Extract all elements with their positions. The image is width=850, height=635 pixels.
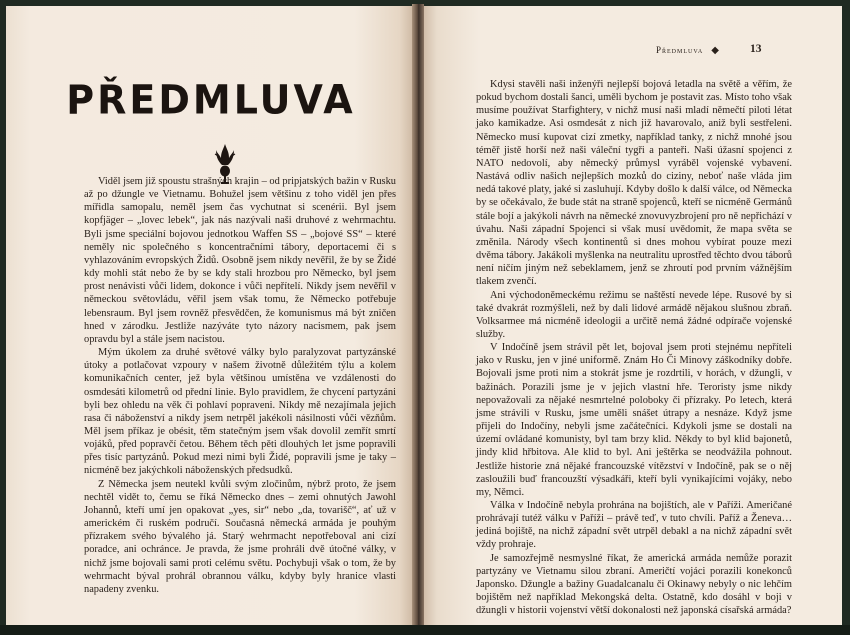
- paragraph: Mým úkolem za druhé světové války bylo paralyzovat partyzánské útoky a potlačovat vzpoury v našem životně důležitém týlu a kolem komunikačních center, jež byla většinou umístěna ve vzdálenosti do osmdesáti kilometrů od přední linie. Bylo pravidlem, že chycení partyzáni byli bez ohledu na věk či pohlaví popraveni. Nikdy mě nezajímala jejich rasa či náboženství a nikdy jsem netrpěl jakékoli násilnosti vůči vězňům. Měl jsem příkaz je obésit, těm statečným jsem však dovolil zemřít smrtí vojáků, před popravčí četou. Během těch pěti dlouhých let jsme popravili přes tisíc partyzánů. Pokud mezi nimi byli Židé, popravili jsme je taky – nicméně bez jakýchkoli náboženských předsudků.: [84, 347, 396, 477]
- background-strip: [0, 625, 850, 635]
- running-head: [656, 45, 728, 56]
- page-number: 13: [750, 43, 762, 55]
- book-spine: [412, 4, 424, 628]
- paragraph: Ani východoněmeckému režimu se naštěstí nevede lépe. Rusové by si také dvakrát rozmýšleli, než by dali lidové armádě nějakou slušnou zbraň. Volksarmee má nicméně ideologii a určitě nemá žádné odpírače vojenské služby.: [476, 289, 792, 340]
- diamond-icon: ◆: [711, 45, 720, 56]
- right-page: [420, 6, 842, 626]
- left-page: [6, 6, 416, 626]
- right-body-text: [476, 78, 792, 617]
- left-body-text: [84, 175, 396, 596]
- chapter-title: PŘEDMLUVA: [66, 76, 356, 124]
- paragraph: Je samozřejmě nesmyslné říkat, že americká armáda nemůže porazit partyzány ve Vietnamu silou zbraní. Američtí vojáci porazili konekonců Japonsko. Džungle a bažiny Guadalcanalu či Okinawy nebyly o nic lehčím bojištěm než například Mekongská delta. Ostatně, kdo dosáhl v boji v džungli v historii vojenství větší dokonalosti než japonská císařská armáda?: [476, 552, 792, 617]
- paragraph: Válka v Indočíně nebyla prohrána na bojištích, ale v Paříži. Američané prohrávají tutéž válku v Paříži – právě teď, v tuto chvíli. Paříž a Ženeva… jediná bojiště, na nichž západní svět utrpěl debakl a na nichž západní svět vždy prohraje.: [476, 500, 792, 551]
- running-head-text: Předmluva: [656, 45, 704, 55]
- paragraph: Viděl jsem již spoustu strašných krajin – od pripjatských bažin v Rusku až po džungle ve Vietnamu. Bohužel jsem většinu z toho viděl jen přes mířidla samopalu, neměl jsem čas vychutnat si scenérii. Byl jsem kopfjäger – „lovec lebek“, jak nás nazývali naši druhové z wehrmachtu. Byli jsme speciální bojovou jednotkou Waffen SS – „bojové SS“ – které neměly nic společného s koncentračními tábory, deportacemi či s vyhlazováním evropských Židů. Osobně jsem nikdy nevěřil, že by se Židé kdy mohli stát nebo že by se kdy stali hrozbou pro Německo, byl jsem prost nenávisti vůči lidem, dokonce i vůči nepřítelí. Nikdy jsem nevěřil v německou světovládu, věřil jsem však tomu, že Německo potřebuje lebensraum. Byl jsem rovněž přesvědčen, že komunismus má být zničen hned v zárodku. Jestliže nazýváte tyto názory nacismem, pak jsem opravdu byl a stále jsem nacistou.: [84, 176, 396, 345]
- paragraph: Z Německa jsem neutekl kvůli svým zločinům, nýbrž proto, že jsem nechtěl vidět to, čemu se říká Německo dnes – zemi ohnutých Jawohl Johannů, kteří umí jen opakovat „yes, sir“ nebo „da, tovarišč“, ať už v americkém či ruském područí. Současná německá armáda je pouhým přízrakem svého bývalého já. Starý wehrmacht nepotřeboval ani cizí poradce, ani ochránce. Je pravda, že jsme prohráli dvě útočné války, v nichž jsme bojovali sami proti celému světu. Pochybuji však o tom, že by wehrmacht býval prohrál obrannou válku, kdyby byly hranice vlasti napadeny zvenku.: [84, 478, 396, 595]
- paragraph: V Indočíně jsem strávil pět let, bojoval jsem proti stejnému nepříteli jako v Rusku, jen v jiné uniformě. Znám Ho Či Minovy záškodníky dobře. Bojovali jsme proti nim a stokrát jsme je rozdrtili, v horách, v džungli, v bažinách. Porazili jsme je v jejich vlastní hře. Teroristy jsme nikdy nepovažovali za nějaké nesmrtelné poloboky či přízraky. Po letech, která jsme strávili v Rusku, jsme uměli snášet útrapy a nesnáze. Když jsme přijeli do Indočíny, nebyli jsme začátečníci. Kdykoli jsme se dostali na území ovládané komunisty, byl tam brzy klid. Někdy to byl klid bajonetů, jindy klid hřbitova. Ale klid to byl. Ani ještěrka se neodvážila pohnout. Jestliže historie zná nějaké francouzské vítězství v Indočíně, pak se o něj zasloužili buď francouzští výsadkáři, kteří byli vynikajícími vojáky, nebo my, Němci.: [476, 342, 792, 498]
- paragraph: Kdysi stavěli naši inženýři nejlepší bojová letadla na světě a věřím, že pokud bychom dostali šanci, uměli bychom je postavit zas. Místo toho však musíme používat Starfightery, v nichž musí naši mladí němečtí piloti létat jako kamikadze. Asi osmdesát z nich již havarovalo, aniž byli sestřeleni. Německo musí kupovat cizí zmetky, například tanky, z nichž mnohé jsou téměř jistě horší než naši váleční tygři a panteři. Naši úžasní spojenci z NATO nedovolí, aby německý průmysl vyráběl vojenské vybavení. Nastává odliv našich nejlepších mozků do ciziny, neboť naše vláda jim nedá takové platy, jaké si zasluhují. Kdyby došlo k další válce, od Německa by se očekávalo, že bude stát na straně spojenců, kteří se nicméně Germánů stále bojí a jakýkoli návrh na německé znovuvyzbrojení pro ně nepřichází v úvahu. Naši západní Spojenci si však musí uvědomit, že mapa světa se změnila. Národy všech kontinentů si dnes mohou vybírat pouze mezi dvěma tábory. Jakákoli myšlenka na neutralitu uprostřed těchto dvou táborů není ničím jiným než sebeklamem, jenž se zhroutí pod prvním vážnějším tlakem zvenčí.: [476, 79, 792, 288]
